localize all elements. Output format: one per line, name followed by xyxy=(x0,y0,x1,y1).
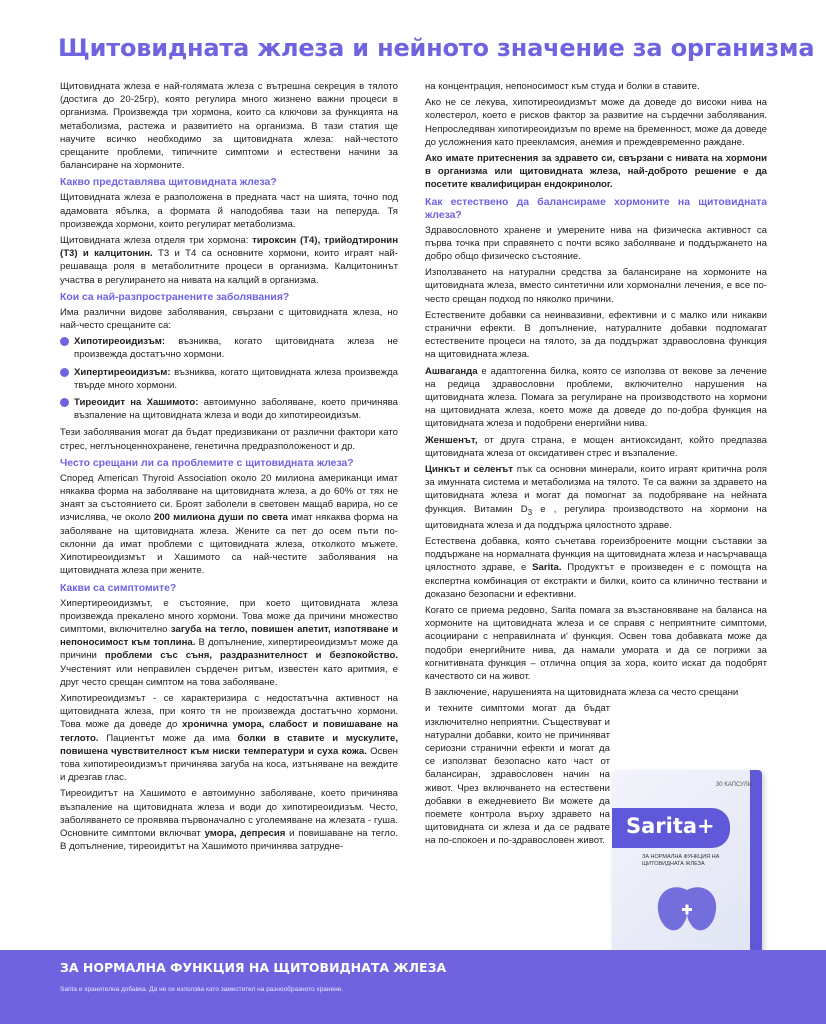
heading-common: Често срещани ли са проблемите с щитовидната жлеза? xyxy=(60,457,354,469)
paragraph: Има различни видове заболявания, свързани с щитовидната жлеза, но най-често срещаните са: xyxy=(60,306,398,332)
paragraph: на концентрация, непоносимост към студа и болки в ставите. xyxy=(425,81,700,92)
text: имат някаква форма на заболяване на щитовидната жлеза. Жените са пет до осем пъти по-склонни да имат проблеми с щитовидната жлеза, отколкото мъжете. Хипотиреоидизмът и Хашимото са най-честите заболявания на щитовидната жлеза при жените. xyxy=(60,512,399,577)
bold-text: болки в ставите и мускулите, повишена чувствителност към ниски температури и суха кожа. xyxy=(60,732,398,757)
text: е , регулира производството на хормони на щитовидната жлеза и да поддържа цялостното здраве. xyxy=(425,503,767,531)
paragraph xyxy=(60,787,398,853)
paragraph: Когато се приема редовно, Sarita помага за възстановяване на баланса на хормоните на щитовидната жлеза и се справя с неприятните симптоми, асоциирани с неправилната и' функция. Освен това добавката може да подобри енергийните нива, да намали умората и да се погрижи за когнитивната функция – отлична опция за хора, които искат да подобрят качеството си на живот. xyxy=(425,605,767,683)
bold-text: загуба на тегло, повишен апетит, изпотяване и непоносимост към топлина. xyxy=(60,623,398,649)
paragraph: Здравословното хранене и умерените нива на физическа активност са първа точка при справянето с почти всяко заболяване и поддържането на добро общо физическо състояние. xyxy=(425,224,767,263)
bold-text: Хипертиреоидизъм: xyxy=(74,366,171,378)
text: възниква, когато щитовидната жлеза произвежда твърде много хормони. xyxy=(74,366,398,391)
bold-text: Тиреоидит на Хашимото: xyxy=(74,397,199,409)
text: В допълнение, хипертиреоидизмът може да причини xyxy=(60,637,398,662)
left-column xyxy=(60,80,398,856)
right-column xyxy=(425,80,767,851)
bold-text: Sarita. xyxy=(532,562,562,574)
paragraph xyxy=(60,234,398,287)
bold-text: Хипотиреоидизъм: xyxy=(74,336,166,348)
list-item xyxy=(60,366,398,392)
footer-note: Sarita е хранителна добавка. Да не се използва като заместител на разнообразното хранене. xyxy=(60,986,344,993)
paragraph: Ако не се лекува, хипотиреоидизмът може да доведе до високи нива на холестерол, което е рисков фактор за развитие на сърдечни заболявания. Непроследяван хипотиреоидизъм по време на бременност, може да доведе до усложнения като преекламсия, анемия и преждевременно раждане. xyxy=(425,97,767,148)
bullet-icon xyxy=(60,337,69,346)
bold-text: Женшенът, xyxy=(425,434,478,446)
bullet-icon xyxy=(60,398,69,407)
text: Според American Thyroid Association около 20 милиона американци имат някаква форма на заболяване на щитовидната жлеза, а до 60% от тях не знаят за състоянието си. Броят заболели в световен мащаб варира, но се изчислява, че около xyxy=(60,472,398,524)
paragraph xyxy=(60,692,398,784)
paragraph xyxy=(425,365,767,431)
text: Щитовидната жлеза отделя три хормона: xyxy=(60,235,253,247)
paragraph: В заключение, нарушенията на щитовидната жлеза са често срещани xyxy=(425,687,739,699)
bold-text: Цинкът и селенът xyxy=(425,464,514,476)
text: Освен това хипотиреоидизмът причинява загуба на коса, изтъняване на веждите и дрезгав глас. xyxy=(60,745,398,784)
text: е адаптогенна билка, която се използва от векове за лечение на редица здравословни проблеми, включително нарушения на щитовидната жлеза. Помага за регулиране на производството на хормони на щитовидната жлеза, което може да доведе до по-добра функция на щитовидната жлеза и подобрени енергийни нива. xyxy=(425,365,767,430)
text: Пациентът може да има xyxy=(98,732,238,744)
bold-text: хронична умора, слабост и повишаване на теглото. xyxy=(60,719,398,744)
heading-balance: Как естествено да балансираме хормоните на щитовидната жлеза? xyxy=(425,196,767,221)
text: и повишаване на тегло. В допълнение, тиреоидитът на Хашимото причинява затрудне- xyxy=(60,827,399,853)
bold-text: умора, депресия xyxy=(204,827,286,839)
text: пък са основни минерали, които играят критична роля за имунната система и метаболизма на тялото. Те са важни за здравето на щитовидната жлеза и могат да помогнат за подобряване на нейната функция. Витамин D xyxy=(425,464,767,515)
paragraph xyxy=(425,535,767,601)
bullet-icon xyxy=(60,368,69,377)
text: възниква, когато щитовидната жлеза не произвежда достатъчно хормони. xyxy=(74,336,398,361)
footer-title: ЗА НОРМАЛНА ФУНКЦИЯ НА ЩИТОВИДНАТА ЖЛЕЗА xyxy=(60,960,447,975)
heading-what-is: Какво представлява щитовидната жлеза? xyxy=(60,177,277,189)
paragraph-bold: Ако имате притеснения за здравето си, свързани с нивата на хормони в организма или щитовидната жлеза, най-доброто решение е да посетите квалифициран ендокринолог. xyxy=(425,153,767,191)
paragraph: и техните симптоми могат да бъдат изключително неприятни. Съществуват и натурални добавки, които не причиняват сериозни странични ефекти и могат да се използват безопасно като част от балансиран, здравословен начин на живот. Чрез включването на естествени добавки в ежедневието Ви можете да поемете контрола върху здравето на щитовидната си жлеза и да се радвате на по-спокоен и по-здравословен живот. xyxy=(425,703,610,847)
bold-text: 200 милиона души по света xyxy=(153,512,289,524)
disease-list xyxy=(60,335,398,422)
text: от друга страна, е мощен антиоксидант, който предпазва щитовидната жлеза от оксидативен стрес и възпаление. xyxy=(425,434,767,459)
paragraph: Щитовидната жлеза е разположена в предната част на шията, точно под адамовата ябълка, а формата й наподобява тази на пеперуда. Тя произвежда хормони, които регулират метаболизма. xyxy=(60,192,398,230)
product-side-stripe xyxy=(750,770,762,970)
list-item xyxy=(60,396,398,422)
heading-diseases: Кои са най-разпространените заболявания? xyxy=(60,291,290,303)
text: Тиреоидитът на Хашимото е автоимунно заболяване, което причинява възпаление на щитовидната жлеза и води до хипотиреоидизъм. Често, заболяването се проявява първоначално с уголемяване на жлезата - гуша. Основните симптоми включват xyxy=(60,788,398,839)
paragraph: Използването на натурални средства за балансиране на хормоните на щитовидната жлеза, вместо синтетични или хормонални лечения, е все по-често срещан подход по няколко причини. xyxy=(425,267,767,305)
product-box-image xyxy=(612,770,762,970)
product-description: ЗА НОРМАЛНА ФУНКЦИЯ НА ЩИТОВИДНАТА ЖЛЕЗА xyxy=(642,854,720,867)
bold-text: проблеми със съня, раздразнителност и безпокойство. xyxy=(104,650,399,662)
heading-symptoms: Какви са симптомите? xyxy=(60,582,177,594)
text: Т3 и Т4 са основните хормони, които играят най-решаваща роля в метаболитните процеси в организма. Калцитонинът участва в регулирането на нивата на калций в организма. xyxy=(60,248,398,286)
bold-text: Ашваганда xyxy=(425,365,478,377)
text: Хипотиреоидизмът - се характеризира с недостатъчна активност на щитовидната жлеза, при която тя не произвежда достатъчно хормони. Това може да доведе до xyxy=(60,692,398,731)
footer-banner xyxy=(0,950,826,1024)
text: автоимунно заболяване, което причинява възпаление на щитовидната жлеза и води до хипотиреоидизъм. xyxy=(74,397,398,422)
text: Учестеният или неправилен сърдечен ритъм, известен като аритмия, е друг често срещан симптом на това заболяване. xyxy=(60,663,398,688)
subscript: 3 xyxy=(527,507,533,517)
paragraph xyxy=(425,463,767,532)
intro-paragraph: Щитовидната жлеза е най-голямата жлеза с вътрешна секреция в тялото (достига до 20-25гр), която регулира много жизнено важни процеси в организма. Произвежда три хормона, които са ключови за функцията на метаболизма, растежа и развитието на организма. В тази статия ще научите всичко необходимо за щитовидната жлеза: най-честото срещаните проблеми, типичните симптоми и естествени начини за балансиране на хормоните. xyxy=(60,81,398,172)
product-count: 30 КАПСУЛИ xyxy=(715,782,752,788)
paragraph xyxy=(425,434,767,460)
paragraph xyxy=(60,597,398,689)
paragraph xyxy=(60,472,398,578)
paragraph: Естествените добавки са неинвазивни, ефективни и с малко или никакви странични ефекти. В допълнение, натуралните добавки подпомагат естествените процеси на тялото, за да поддържат здравословна функция на щитовидната жлеза. xyxy=(425,309,767,361)
list-item xyxy=(60,335,398,361)
text: Естествена добавка, която съчетава гореизброените мощни съставки за поддържане на нормалната функция на щитовидната жлеза и насърчаваща цялостното здраве, е xyxy=(425,536,767,574)
article-title: Щитовидната жлеза и нейното значение за организма xyxy=(58,34,815,62)
text: Продуктът е произведен е с помощта на експертна комбинация от екстракти и билки, които са клинично тествани и доказано безопасни и ефективни. xyxy=(425,562,767,600)
text: Хипертиреоидизмът, е състояние, при което щитовидната жлеза произвежда прекалено много хормони. Това може да причини множество симптоми, включително xyxy=(60,597,398,635)
product-brand: Sarita+ xyxy=(626,814,715,838)
thyroid-icon xyxy=(652,882,722,942)
bold-text: тироксин (Т4), трийодтиронин (Т3) и калцитонин. xyxy=(60,235,398,260)
paragraph: Тези заболявания могат да бъдат предизвикани от различни фактори като стрес, неглъноценнохранене, генетична предразположеност и др. xyxy=(60,427,398,452)
